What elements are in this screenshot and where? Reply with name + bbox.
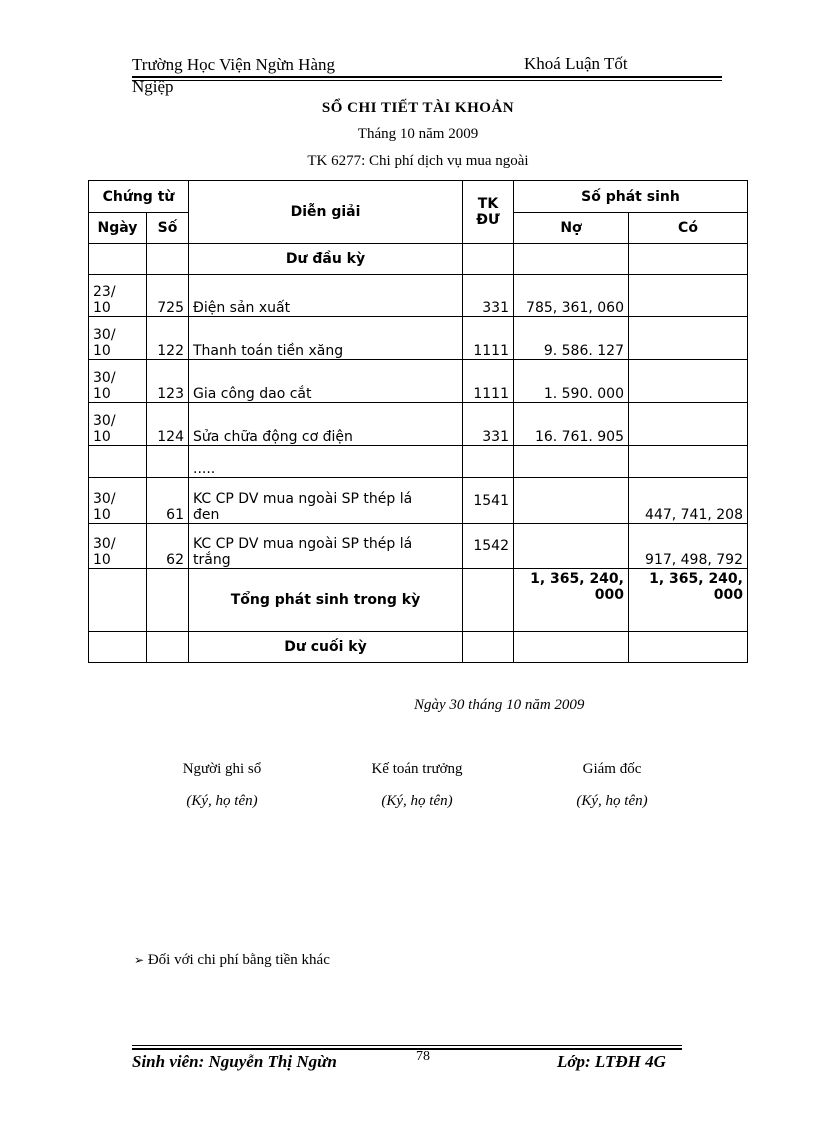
header-chung-tu: Chứng từ xyxy=(89,181,189,213)
page-number: 78 xyxy=(416,1049,430,1064)
total-debit-b: 000 xyxy=(594,587,624,603)
header-so-phat-sinh: Số phát sinh xyxy=(514,181,748,213)
signature-director-note: (Ký, họ tên) xyxy=(576,793,648,809)
total-debit-a: 1, 365, 240, xyxy=(530,571,624,587)
header-rule xyxy=(132,76,722,78)
ledger-account: TK 6277: Chi phí dịch vụ mua ngoài xyxy=(307,153,529,169)
row-date-b: 10 xyxy=(93,429,111,445)
header-tk-du xyxy=(463,181,514,244)
row-date-a: 23/ xyxy=(93,284,116,300)
header-rule-thin xyxy=(132,80,722,81)
row-account: 1541 xyxy=(463,478,514,524)
row-debit xyxy=(514,524,629,569)
row-account: 1542 xyxy=(463,524,514,569)
table-row xyxy=(89,317,748,360)
row-credit xyxy=(629,317,748,360)
header-so: Số xyxy=(147,213,189,244)
row-description: Gia công dao cắt xyxy=(189,360,463,403)
bullet-item xyxy=(134,952,330,969)
row-number: 725 xyxy=(147,275,189,317)
row-credit: 447, 741, 208 xyxy=(629,478,748,524)
table-row xyxy=(89,478,748,524)
signature-chief-accountant-role: Kế toán trưởng xyxy=(371,761,463,777)
row-number: 62 xyxy=(147,524,189,569)
row-date-a: 30/ xyxy=(93,370,116,386)
total-credit-a: 1, 365, 240, xyxy=(649,571,743,587)
row-number: 61 xyxy=(147,478,189,524)
row-description: KC CP DV mua ngoài SP thép lá xyxy=(193,536,413,552)
header-school: Trường Học Viện Ngừn Hàng xyxy=(132,55,336,74)
header-tk-du-line2: ĐƯ xyxy=(476,212,500,228)
table-row xyxy=(89,360,748,403)
row-ellipsis: ..... xyxy=(189,446,463,478)
row-description: Điện sản xuất xyxy=(189,275,463,317)
header-tk-du-line1: TK xyxy=(477,196,499,212)
table-row xyxy=(89,524,748,569)
header-school-wrap: Ngiệp xyxy=(132,77,174,96)
row-date-a: 30/ xyxy=(93,413,116,429)
ledger-title: SỔ CHI TIẾT TÀI KHOẢN xyxy=(321,100,515,116)
row-account: 331 xyxy=(463,275,514,317)
row-debit: 785, 361, 060 xyxy=(514,275,629,317)
row-number: 122 xyxy=(147,317,189,360)
footer-class: Lớp: LTĐH 4G xyxy=(557,1052,666,1071)
header-ngay: Ngày xyxy=(89,213,147,244)
header-thesis: Khoá Luận Tốt xyxy=(524,54,628,73)
table-row xyxy=(89,275,748,317)
row-description-cont: đen xyxy=(193,507,220,523)
row-date-b: 10 xyxy=(93,552,111,568)
row-date-b: 10 xyxy=(93,386,111,402)
row-date-b: 10 xyxy=(93,343,111,359)
header-co: Có xyxy=(629,213,748,244)
header-no: Nợ xyxy=(514,213,629,244)
row-date-b: 10 xyxy=(93,507,111,523)
row-debit: 9. 586. 127 xyxy=(514,317,629,360)
footer-rule xyxy=(132,1048,682,1050)
row-debit: 1. 590. 000 xyxy=(514,360,629,403)
total-credit-b: 000 xyxy=(713,587,743,603)
row-description: KC CP DV mua ngoài SP thép lá xyxy=(193,491,413,507)
row-debit xyxy=(514,478,629,524)
total-debit xyxy=(514,569,629,632)
row-description: Sửa chữa động cơ điện xyxy=(189,403,463,446)
row-debit: 16. 761. 905 xyxy=(514,403,629,446)
ledger-month: Tháng 10 năm 2009 xyxy=(357,126,479,142)
row-description: Thanh toán tiền xăng xyxy=(189,317,463,360)
row-credit xyxy=(629,403,748,446)
date-line: Ngày 30 tháng 10 năm 2009 xyxy=(414,697,585,713)
table-row xyxy=(89,632,748,663)
row-date-b: 10 xyxy=(93,300,111,316)
signature-director-role: Giám đốc xyxy=(582,761,642,777)
row-date-a: 30/ xyxy=(93,327,116,343)
row-date-a: 30/ xyxy=(93,536,116,552)
total-row xyxy=(89,569,748,632)
signature-recorder-note: (Ký, họ tên) xyxy=(186,793,258,809)
arrow-bullet-icon: ➢ xyxy=(134,953,145,967)
signature-recorder-role: Người ghi sổ xyxy=(182,761,262,777)
row-credit: 917, 498, 792 xyxy=(629,524,748,569)
table-row xyxy=(89,244,748,275)
closing-balance-label: Dư cuối kỳ xyxy=(189,632,463,663)
total-credit xyxy=(629,569,748,632)
ledger-table xyxy=(88,180,748,663)
footer-rule-thin xyxy=(132,1045,682,1046)
total-label: Tổng phát sinh trong kỳ xyxy=(189,569,463,632)
row-account: 1111 xyxy=(463,317,514,360)
header-dien-giai: Diễn giải xyxy=(189,181,463,244)
footer-student: Sinh viên: Nguyễn Thị Ngừn xyxy=(132,1052,337,1071)
table-row xyxy=(89,403,748,446)
row-credit xyxy=(629,275,748,317)
row-account: 1111 xyxy=(463,360,514,403)
table-row xyxy=(89,446,748,478)
bullet-text: Đối với chi phí bằng tiền khác xyxy=(147,952,330,968)
opening-balance-label: Dư đầu kỳ xyxy=(189,244,463,275)
row-description-cont: trắng xyxy=(193,552,231,568)
signature-chief-accountant-note: (Ký, họ tên) xyxy=(381,793,453,809)
row-number: 124 xyxy=(147,403,189,446)
row-credit xyxy=(629,360,748,403)
row-date-a: 30/ xyxy=(93,491,116,507)
row-account: 331 xyxy=(463,403,514,446)
row-number: 123 xyxy=(147,360,189,403)
